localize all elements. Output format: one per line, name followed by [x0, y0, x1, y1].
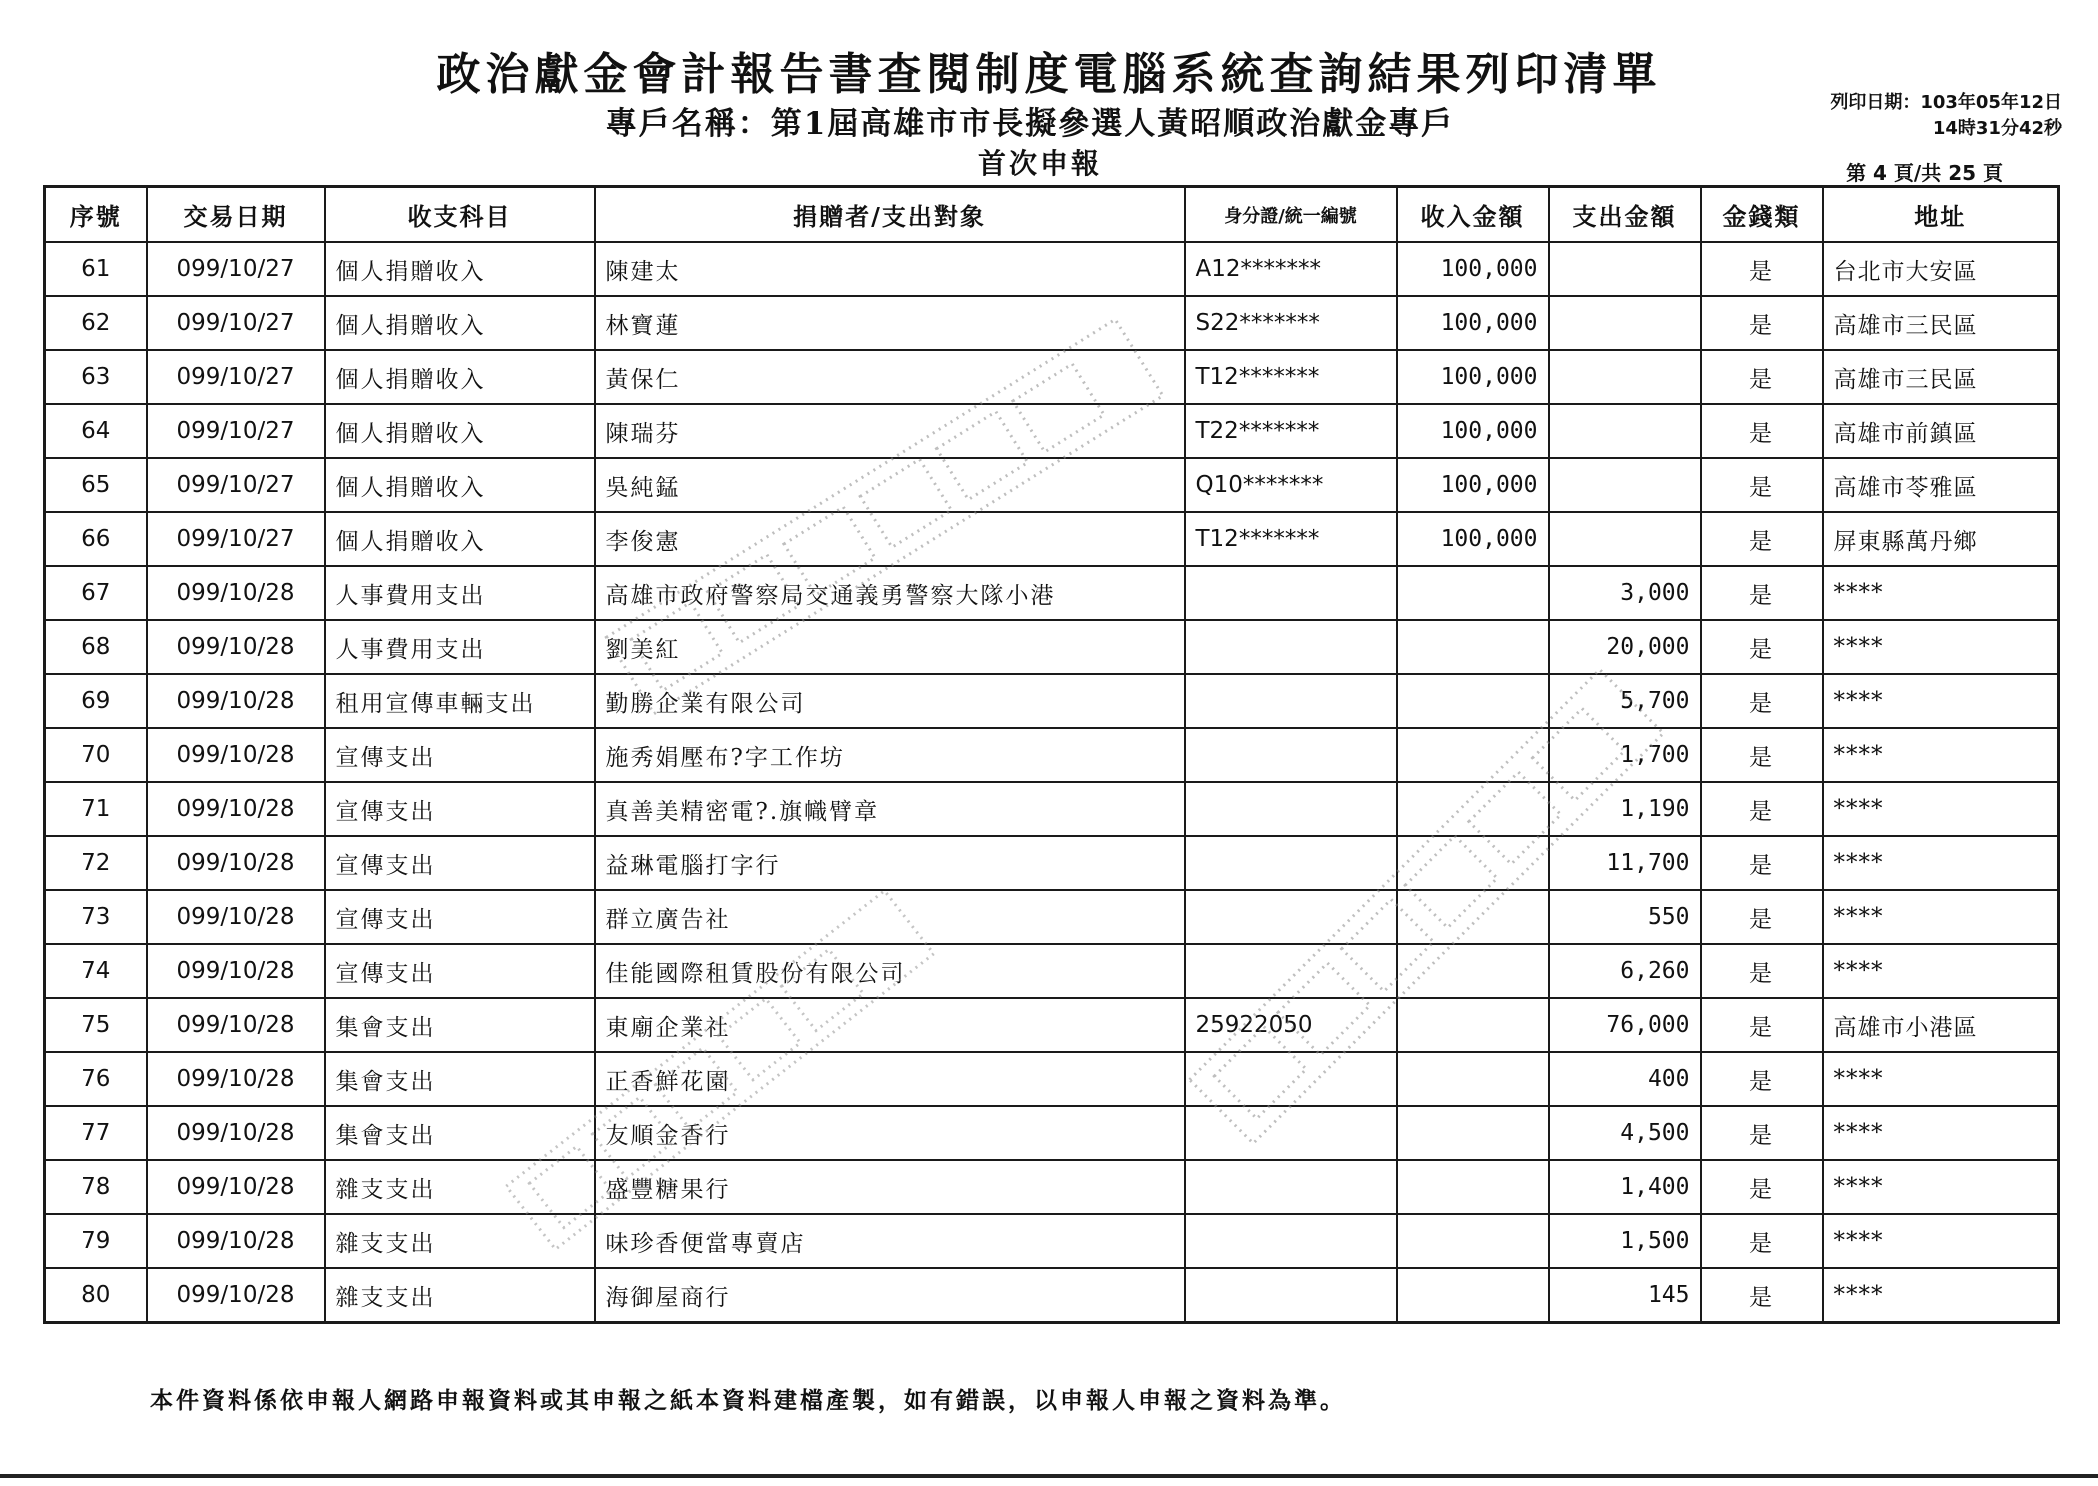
- cell-date: 099/10/28: [147, 782, 325, 836]
- table-row: [45, 944, 2059, 998]
- col-header-party: 捐贈者/支出對象: [595, 187, 1185, 243]
- cell-expense: 145: [1549, 1268, 1701, 1323]
- cell-party: 勤勝企業有限公司: [595, 674, 1185, 728]
- table-row: [45, 620, 2059, 674]
- cell-category: 集會支出: [325, 1106, 595, 1160]
- cell-income: 100,000: [1397, 512, 1549, 566]
- cell-no: 78: [45, 1160, 147, 1214]
- cell-id: [1185, 1268, 1397, 1323]
- cell-monetary: 是: [1701, 1106, 1823, 1160]
- cell-category: 個人捐贈收入: [325, 458, 595, 512]
- cell-party: 正香鮮花園: [595, 1052, 1185, 1106]
- table-row: [45, 1268, 2059, 1323]
- cell-id: [1185, 890, 1397, 944]
- cell-monetary: 是: [1701, 1160, 1823, 1214]
- cell-no: 77: [45, 1106, 147, 1160]
- cell-monetary: 是: [1701, 404, 1823, 458]
- cell-expense: 6,260: [1549, 944, 1701, 998]
- cell-party: 海御屋商行: [595, 1268, 1185, 1323]
- cell-income: 100,000: [1397, 296, 1549, 350]
- table-row: [45, 998, 2059, 1052]
- cell-id: [1185, 728, 1397, 782]
- print-date: [1830, 90, 2062, 142]
- bottom-divider: [0, 1474, 2098, 1478]
- cell-date: 099/10/28: [147, 944, 325, 998]
- table-row: [45, 1160, 2059, 1214]
- cell-no: 72: [45, 836, 147, 890]
- cell-date: 099/10/28: [147, 728, 325, 782]
- col-header-monetary: 金錢類: [1701, 187, 1823, 243]
- cell-expense: 1,700: [1549, 728, 1701, 782]
- cell-expense: 20,000: [1549, 620, 1701, 674]
- cell-address: 高雄市小港區: [1823, 998, 2059, 1052]
- cell-income: [1397, 944, 1549, 998]
- cell-income: 100,000: [1397, 242, 1549, 296]
- cell-no: 65: [45, 458, 147, 512]
- table-row: [45, 296, 2059, 350]
- col-header-no: 序號: [45, 187, 147, 243]
- cell-monetary: 是: [1701, 512, 1823, 566]
- cell-income: [1397, 620, 1549, 674]
- cell-income: [1397, 998, 1549, 1052]
- cell-no: 80: [45, 1268, 147, 1323]
- cell-income: [1397, 890, 1549, 944]
- cell-date: 099/10/28: [147, 1106, 325, 1160]
- cell-income: [1397, 1160, 1549, 1214]
- cell-id: A12*******: [1185, 242, 1397, 296]
- cell-no: 79: [45, 1214, 147, 1268]
- cell-expense: 1,400: [1549, 1160, 1701, 1214]
- table-row: [45, 890, 2059, 944]
- cell-date: 099/10/27: [147, 404, 325, 458]
- cell-no: 75: [45, 998, 147, 1052]
- cell-no: 61: [45, 242, 147, 296]
- cell-category: 租用宣傳車輛支出: [325, 674, 595, 728]
- cell-income: 100,000: [1397, 350, 1549, 404]
- cell-id: T12*******: [1185, 512, 1397, 566]
- cell-id: S22*******: [1185, 296, 1397, 350]
- table-row: [45, 404, 2059, 458]
- cell-expense: 1,190: [1549, 782, 1701, 836]
- cell-address: ****: [1823, 1268, 2059, 1323]
- cell-category: 宣傳支出: [325, 944, 595, 998]
- table-row: [45, 674, 2059, 728]
- cell-no: 69: [45, 674, 147, 728]
- cell-expense: [1549, 350, 1701, 404]
- cell-id: [1185, 620, 1397, 674]
- cell-id: [1185, 566, 1397, 620]
- cell-id: [1185, 674, 1397, 728]
- cell-monetary: 是: [1701, 782, 1823, 836]
- col-header-category: 收支科目: [325, 187, 595, 243]
- cell-no: 62: [45, 296, 147, 350]
- cell-address: ****: [1823, 944, 2059, 998]
- cell-category: 個人捐贈收入: [325, 512, 595, 566]
- cell-no: 66: [45, 512, 147, 566]
- cell-expense: 400: [1549, 1052, 1701, 1106]
- table-body: [45, 242, 2059, 1323]
- table-row: [45, 566, 2059, 620]
- cell-income: [1397, 1214, 1549, 1268]
- cell-id: [1185, 944, 1397, 998]
- cell-category: 人事費用支出: [325, 566, 595, 620]
- cell-monetary: 是: [1701, 1214, 1823, 1268]
- cell-no: 67: [45, 566, 147, 620]
- cell-expense: [1549, 512, 1701, 566]
- account-name: 專戶名稱：第1屆高雄市市長擬參選人黃昭順政治獻金專戶: [605, 106, 1455, 142]
- cell-date: 099/10/28: [147, 1214, 325, 1268]
- cell-no: 63: [45, 350, 147, 404]
- cell-address: ****: [1823, 890, 2059, 944]
- cell-id: Q10*******: [1185, 458, 1397, 512]
- cell-date: 099/10/28: [147, 674, 325, 728]
- cell-category: 個人捐贈收入: [325, 404, 595, 458]
- cell-address: 高雄市三民區: [1823, 350, 2059, 404]
- cell-address: 台北市大安區: [1823, 242, 2059, 296]
- table-header-row: [45, 187, 2059, 243]
- table-row: [45, 512, 2059, 566]
- cell-address: 高雄市三民區: [1823, 296, 2059, 350]
- cell-income: [1397, 566, 1549, 620]
- cell-address: ****: [1823, 620, 2059, 674]
- print-time-line2: 14時31分42秒: [1932, 118, 2062, 139]
- cell-date: 099/10/28: [147, 836, 325, 890]
- cell-monetary: 是: [1701, 566, 1823, 620]
- cell-date: 099/10/27: [147, 296, 325, 350]
- cell-date: 099/10/28: [147, 1160, 325, 1214]
- filing-type: 首次申報: [977, 147, 1102, 180]
- col-header-date: 交易日期: [147, 187, 325, 243]
- cell-party: 陳瑞芬: [595, 404, 1185, 458]
- cell-date: 099/10/28: [147, 1268, 325, 1323]
- cell-no: 73: [45, 890, 147, 944]
- cell-category: 雜支支出: [325, 1268, 595, 1323]
- cell-income: [1397, 1268, 1549, 1323]
- cell-date: 099/10/28: [147, 620, 325, 674]
- cell-party: 味珍香便當專賣店: [595, 1214, 1185, 1268]
- cell-address: ****: [1823, 782, 2059, 836]
- cell-no: 70: [45, 728, 147, 782]
- cell-expense: 4,500: [1549, 1106, 1701, 1160]
- cell-party: 陳建太: [595, 242, 1185, 296]
- cell-party: 林寶蓮: [595, 296, 1185, 350]
- cell-monetary: 是: [1701, 296, 1823, 350]
- cell-category: 宣傳支出: [325, 890, 595, 944]
- table-row: [45, 782, 2059, 836]
- cell-id: [1185, 1052, 1397, 1106]
- cell-category: 宣傳支出: [325, 782, 595, 836]
- cell-party: 東廟企業社: [595, 998, 1185, 1052]
- cell-monetary: 是: [1701, 242, 1823, 296]
- cell-monetary: 是: [1701, 1268, 1823, 1323]
- cell-party: 黃保仁: [595, 350, 1185, 404]
- cell-category: 個人捐贈收入: [325, 242, 595, 296]
- cell-id: [1185, 1160, 1397, 1214]
- cell-monetary: 是: [1701, 350, 1823, 404]
- cell-party: 佳能國際租賃股份有限公司: [595, 944, 1185, 998]
- cell-income: [1397, 728, 1549, 782]
- table-row: [45, 242, 2059, 296]
- cell-date: 099/10/28: [147, 890, 325, 944]
- cell-address: 屏東縣萬丹鄉: [1823, 512, 2059, 566]
- cell-address: ****: [1823, 836, 2059, 890]
- cell-id: T22*******: [1185, 404, 1397, 458]
- cell-monetary: 是: [1701, 944, 1823, 998]
- table-row: [45, 1052, 2059, 1106]
- cell-category: 雜支支出: [325, 1160, 595, 1214]
- records-table: [43, 185, 2060, 1324]
- cell-monetary: 是: [1701, 458, 1823, 512]
- col-header-address: 地址: [1823, 187, 2059, 243]
- cell-income: [1397, 674, 1549, 728]
- cell-id: T12*******: [1185, 350, 1397, 404]
- cell-date: 099/10/27: [147, 242, 325, 296]
- cell-expense: 11,700: [1549, 836, 1701, 890]
- cell-address: ****: [1823, 674, 2059, 728]
- cell-monetary: 是: [1701, 998, 1823, 1052]
- cell-income: 100,000: [1397, 458, 1549, 512]
- page-info: 第 4 頁/共 25 頁: [1846, 161, 2003, 185]
- cell-no: 64: [45, 404, 147, 458]
- cell-income: [1397, 1106, 1549, 1160]
- cell-date: 099/10/27: [147, 512, 325, 566]
- cell-monetary: 是: [1701, 1052, 1823, 1106]
- cell-no: 68: [45, 620, 147, 674]
- cell-id: [1185, 1214, 1397, 1268]
- cell-address: 高雄市前鎮區: [1823, 404, 2059, 458]
- cell-address: 高雄市苓雅區: [1823, 458, 2059, 512]
- cell-address: ****: [1823, 728, 2059, 782]
- cell-date: 099/10/27: [147, 458, 325, 512]
- cell-date: 099/10/28: [147, 566, 325, 620]
- disclaimer-note: 本件資料係依申報人網路申報資料或其申報之紙本資料建檔產製，如有錯誤，以申報人申報之資料為準。: [150, 1387, 1346, 1414]
- cell-category: 宣傳支出: [325, 836, 595, 890]
- cell-id: [1185, 836, 1397, 890]
- table-row: [45, 1106, 2059, 1160]
- cell-monetary: 是: [1701, 674, 1823, 728]
- cell-expense: [1549, 458, 1701, 512]
- cell-party: 群立廣告社: [595, 890, 1185, 944]
- cell-party: 高雄市政府警察局交通義勇警察大隊小港: [595, 566, 1185, 620]
- cell-address: ****: [1823, 1052, 2059, 1106]
- cell-income: [1397, 836, 1549, 890]
- cell-expense: [1549, 296, 1701, 350]
- cell-income: 100,000: [1397, 404, 1549, 458]
- cell-id: [1185, 1106, 1397, 1160]
- cell-category: 集會支出: [325, 1052, 595, 1106]
- cell-expense: 1,500: [1549, 1214, 1701, 1268]
- cell-id: [1185, 782, 1397, 836]
- cell-party: 施秀娟壓布?字工作坊: [595, 728, 1185, 782]
- cell-category: 個人捐贈收入: [325, 296, 595, 350]
- cell-id: 25922050: [1185, 998, 1397, 1052]
- cell-expense: 76,000: [1549, 998, 1701, 1052]
- col-header-income: 收入金額: [1397, 187, 1549, 243]
- cell-address: ****: [1823, 1160, 2059, 1214]
- cell-monetary: 是: [1701, 836, 1823, 890]
- cell-category: 個人捐贈收入: [325, 350, 595, 404]
- cell-expense: 3,000: [1549, 566, 1701, 620]
- cell-party: 吳純錳: [595, 458, 1185, 512]
- cell-category: 宣傳支出: [325, 728, 595, 782]
- cell-party: 友順金香行: [595, 1106, 1185, 1160]
- col-header-expense: 支出金額: [1549, 187, 1701, 243]
- cell-no: 76: [45, 1052, 147, 1106]
- cell-income: [1397, 782, 1549, 836]
- print-date-line1: 列印日期：103年05年12日: [1830, 92, 2062, 113]
- cell-category: 集會支出: [325, 998, 595, 1052]
- cell-expense: 5,700: [1549, 674, 1701, 728]
- col-header-id: 身分證/統一編號: [1185, 187, 1397, 243]
- cell-no: 71: [45, 782, 147, 836]
- cell-date: 099/10/28: [147, 1052, 325, 1106]
- cell-party: 劉美紅: [595, 620, 1185, 674]
- cell-monetary: 是: [1701, 728, 1823, 782]
- table-row: [45, 728, 2059, 782]
- cell-expense: [1549, 404, 1701, 458]
- table-row: [45, 836, 2059, 890]
- cell-date: 099/10/28: [147, 998, 325, 1052]
- document-title: 政治獻金會計報告書查閱制度電腦系統查詢結果列印清單: [436, 49, 1662, 100]
- cell-category: 人事費用支出: [325, 620, 595, 674]
- table-row: [45, 458, 2059, 512]
- cell-address: ****: [1823, 566, 2059, 620]
- table-row: [45, 350, 2059, 404]
- cell-party: 益琳電腦打字行: [595, 836, 1185, 890]
- table-row: [45, 1214, 2059, 1268]
- cell-party: 李俊憲: [595, 512, 1185, 566]
- cell-no: 74: [45, 944, 147, 998]
- cell-address: ****: [1823, 1214, 2059, 1268]
- cell-income: [1397, 1052, 1549, 1106]
- cell-category: 雜支支出: [325, 1214, 595, 1268]
- cell-party: 盛豐糖果行: [595, 1160, 1185, 1214]
- cell-expense: [1549, 242, 1701, 296]
- cell-expense: 550: [1549, 890, 1701, 944]
- cell-monetary: 是: [1701, 890, 1823, 944]
- cell-address: ****: [1823, 1106, 2059, 1160]
- cell-monetary: 是: [1701, 620, 1823, 674]
- cell-party: 真善美精密電?.旗幟臂章: [595, 782, 1185, 836]
- cell-date: 099/10/27: [147, 350, 325, 404]
